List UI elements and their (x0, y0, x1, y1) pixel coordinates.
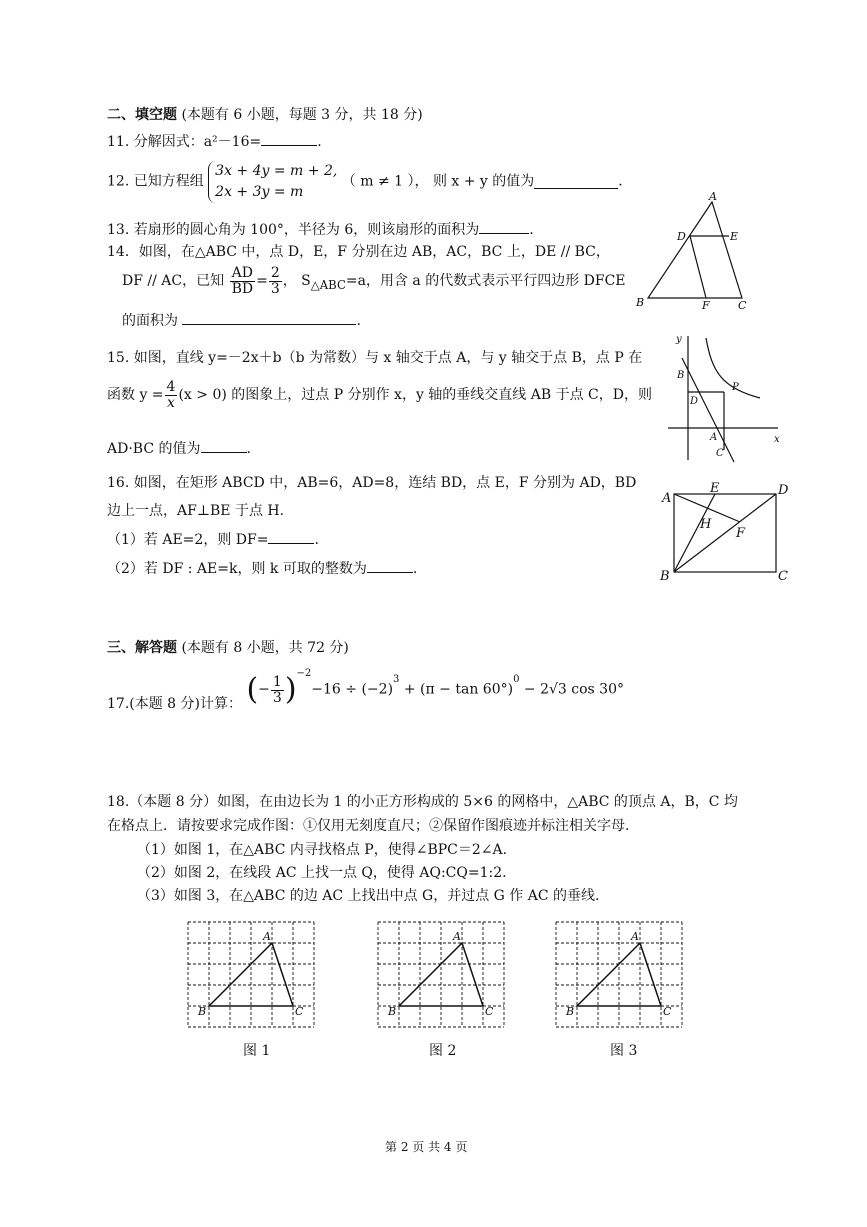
answer-blank[interactable] (268, 531, 314, 544)
label-h: H (700, 517, 712, 532)
caption-figure-3: 图 3 (610, 1043, 638, 1059)
vertex-label-c: C (485, 1005, 494, 1018)
label-e: E (710, 481, 720, 496)
vertex-label-c: C (663, 1005, 672, 1018)
grid-figure-1 (182, 916, 320, 1034)
label-c: C (778, 569, 788, 584)
answer-blank[interactable] (182, 312, 356, 325)
grid-figure-2 (372, 916, 510, 1034)
vertex-label-c: C (295, 1005, 304, 1018)
question-18-part-3: （3）如图 3，在△ABC 的边 AC 上找出中点 G，并过点 G 作 AC 的垂线. (137, 888, 600, 904)
question-16-part-2: （2）若 DF : AE=k，则 k 可取的整数为 . (107, 561, 418, 577)
question-15-line-2: 函数 y = $\frac{4}{x}$ (x > 0) 的图象上，过点 P 分别作 x，y 轴的垂线交直线 AB 于点 C，D，则 (107, 379, 652, 411)
question-16-line-1: 16. 如图，在矩形 ABCD 中，AB=6，AD=8，连结 BD，点 E，F 分别为 AD，BD (107, 475, 637, 491)
label-d: D (690, 396, 699, 407)
label-b: B (636, 296, 645, 309)
label-x: x (774, 434, 780, 445)
question-18-line-2: 在格点上．请按要求完成作图：①仅用无刻度直尺；②保留作图痕迹并标注相关字母. (107, 818, 630, 834)
caption-figure-1: 图 1 (243, 1043, 271, 1059)
answer-blank[interactable] (534, 176, 618, 189)
figure-triangle-abc (630, 192, 755, 314)
vertex-label-b: B (566, 1005, 575, 1018)
label-c: C (738, 299, 747, 312)
label-e: E (730, 230, 739, 243)
answer-blank[interactable] (261, 133, 317, 146)
question-16-line-2: 边上一点，AF⊥BE 于点 H. (107, 503, 285, 519)
caption-figure-2: 图 2 (429, 1043, 457, 1059)
vertex-label-a: A (631, 930, 639, 943)
figure-rectangle-abcd (656, 480, 796, 584)
label-d: D (778, 483, 789, 498)
fraction-1-3: $\frac{1}{3}$ (272, 673, 282, 706)
label-y: y (676, 334, 682, 345)
answer-blank[interactable] (201, 440, 247, 453)
figure-graph-line-hyperbola (668, 332, 786, 462)
question-18-part-1: （1）如图 1，在△ABC 内寻找格点 P，使得∠BPC＝2∠A. (137, 842, 508, 858)
label-b: B (660, 569, 670, 584)
label-c: C (716, 448, 724, 459)
question-14-line-2: DF // AC，已知 $\frac{AD}{BD}$ = $\frac{2}{3}$ ， $S_{\triangle ABC}=a$，用含 a 的代数式表示平行四边形 DFCE (122, 265, 626, 297)
vertex-label-a: A (453, 930, 461, 943)
label-a: A (662, 491, 672, 506)
question-11: 11. 分解因式：a²－16= . (107, 134, 322, 150)
label-a: A (709, 190, 717, 203)
question-15-line-3: AD·BC 的值为 . (107, 441, 251, 457)
answer-blank[interactable] (367, 560, 413, 573)
page-footer: 第 2 页 共 4 页 (385, 1140, 468, 1154)
answer-blank[interactable] (479, 221, 529, 234)
question-13: 13. 若扇形的圆心角为 100°，半径为 6，则该扇形的面积为 . (107, 222, 534, 238)
vertex-label-b: B (388, 1005, 397, 1018)
question-16-part-1: （1）若 AE=2，则 DF= . (107, 532, 319, 548)
question-15-line-1: 15. 如图，直线 y=－2x＋b（b 为常数）与 x 轴交于点 A，与 y 轴交于点 B，点 P 在 (107, 350, 643, 366)
fraction-2-3: $\frac{2}{3}$ (270, 265, 280, 297)
label-d: D (677, 230, 686, 243)
grid-figure-3 (550, 916, 688, 1034)
question-18-line-1: 18.（本题 8 分）如图，在由边长为 1 的小正方形构成的 5×6 的网格中，△ABC 的顶点 A，B，C 均 (107, 794, 738, 810)
fraction-ad-bd: $\frac{AD}{BD}$ (231, 265, 254, 297)
fraction-4-x: $\frac{4}{x}$ (166, 379, 176, 411)
question-14-line-1: 14．如图，在△ABC 中，点 D，E，F 分别在边 AB，AC，BC 上，DE // BC， (107, 244, 610, 260)
question-14-line-3: 的面积为 . (122, 313, 361, 329)
section-3-heading: 三、解答题 (本题有 8 小题，共 72 分) (107, 640, 349, 656)
label-a: A (710, 432, 718, 443)
question-12: 12. 已知方程组 3x + 4y = m + 2, 2x + 3y = m （ m ≠ 1 ）， 则 x + y 的值为 . (107, 161, 623, 203)
section-2-heading: 二、填空题 (本题有 6 小题，每题 3 分，共 18 分) (107, 107, 423, 123)
question-18-part-2: （2）如图 2，在线段 AC 上找一点 Q，使得 AQ:CQ=1:2. (137, 865, 507, 881)
vertex-label-a: A (263, 930, 271, 943)
label-b: B (677, 370, 685, 381)
question-17: 17.(本题 8 分)计算： (− $\frac{1}{3}$ )$^{-2}-16 \div (-2)^3 + (\pi - \tan 60^\circ)^0 - 2√3$ cos 30° (107, 668, 624, 712)
label-f: F (736, 526, 746, 541)
label-p: P (732, 382, 739, 393)
vertex-label-b: B (198, 1005, 207, 1018)
label-f: F (702, 299, 710, 312)
equation-system: 3x + 4y = m + 2, 2x + 3y = m (208, 161, 337, 203)
